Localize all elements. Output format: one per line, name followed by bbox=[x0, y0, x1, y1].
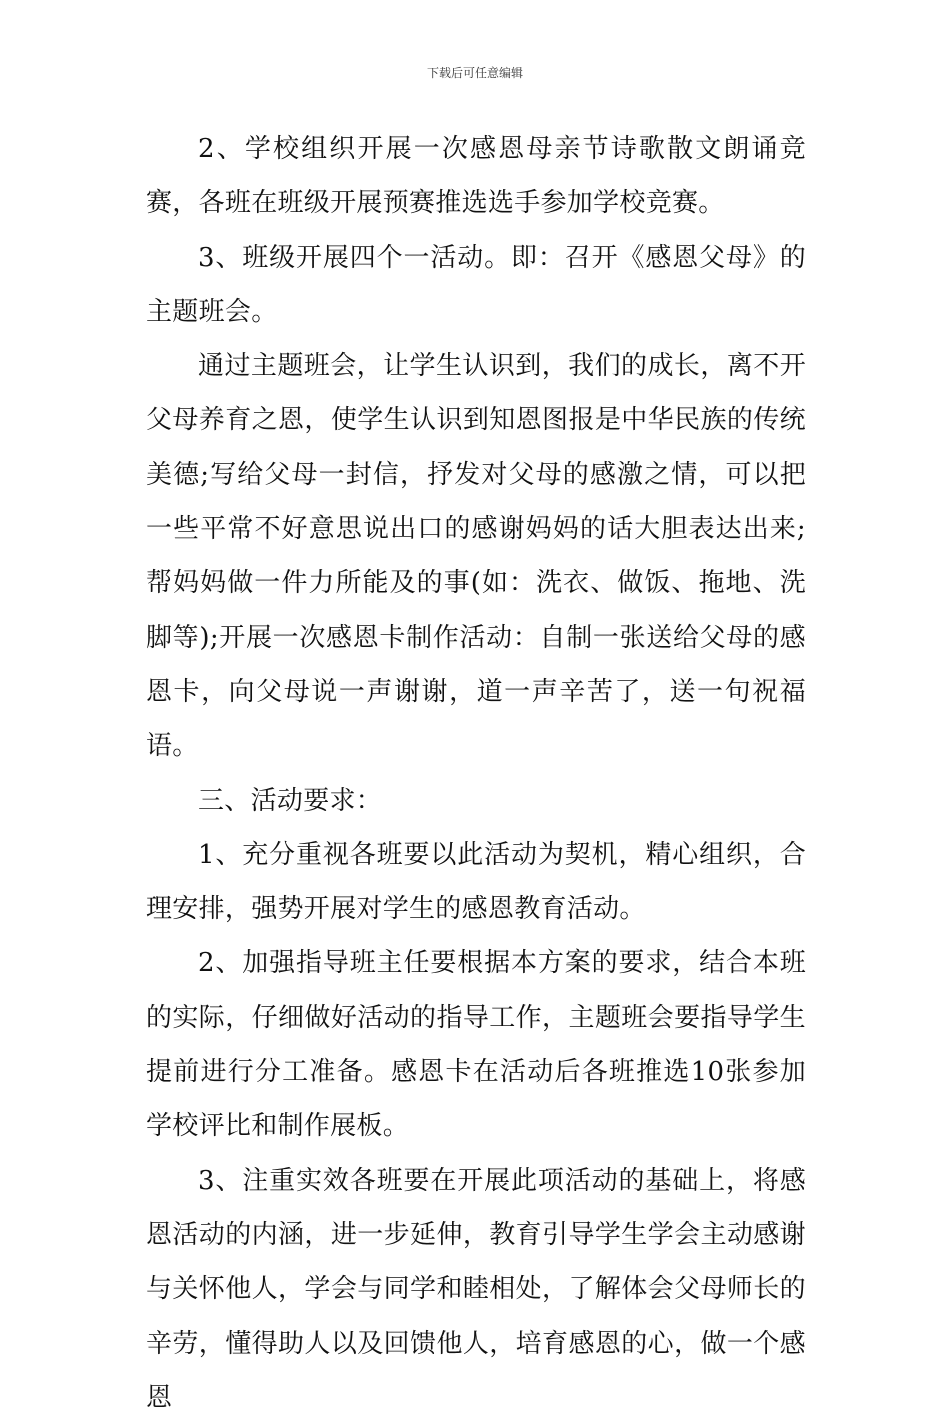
paragraph-requirement-2: 2、加强指导班主任要根据本方案的要求，结合本班的实际，仔细做好活动的指导工作，主题班会要指导学生提前进行分工准备。感恩卡在活动后各班推选10张参加学校评比和制作展板。 bbox=[146, 948, 806, 1142]
paragraph-class-meeting: 通过主题班会，让学生认识到，我们的成长，离不开父母养育之恩，使学生认识到知恩图报是中华民族的传统美德;写给父母一封信，抒发对父母的感激之情，可以把一些平常不好意思说出口的感谢妈妈的话大胆表达出来;帮妈妈做一件力所能及的事(如：洗衣、做饭、拖地、洗脚等);开展一次感恩卡制作活动：自制一张送给父母的感恩卡，向父母说一声谢谢，道一声辛苦了，送一句祝福语。 bbox=[146, 351, 806, 762]
paragraph-requirement-1: 1、充分重视各班要以此活动为契机，精心组织，合理安排，强势开展对学生的感恩教育活动。 bbox=[146, 839, 806, 925]
paragraph-requirement-3: 3、注重实效各班要在开展此项活动的基础上，将感恩活动的内涵，进一步延伸，教育引导学生学会主动感谢与关怀他人，学会与同学和睦相处，了解体会父母师长的辛劳，懂得助人以及回馈他人，培育感恩的心，做一个感恩 bbox=[146, 1165, 806, 1413]
paragraph-activity-2: 2、学校组织开展一次感恩母亲节诗歌散文朗诵竞赛，各班在班级开展预赛推选选手参加学校竞赛。 bbox=[146, 134, 806, 219]
page-header: 下载后可任意编辑 bbox=[426, 66, 523, 80]
document-body bbox=[146, 122, 806, 1425]
paragraph-activity-3: 3、班级开展四个一活动。即：召开《感恩父母》的主题班会。 bbox=[146, 242, 806, 327]
section-heading-requirements: 三、活动要求： bbox=[198, 785, 383, 816]
